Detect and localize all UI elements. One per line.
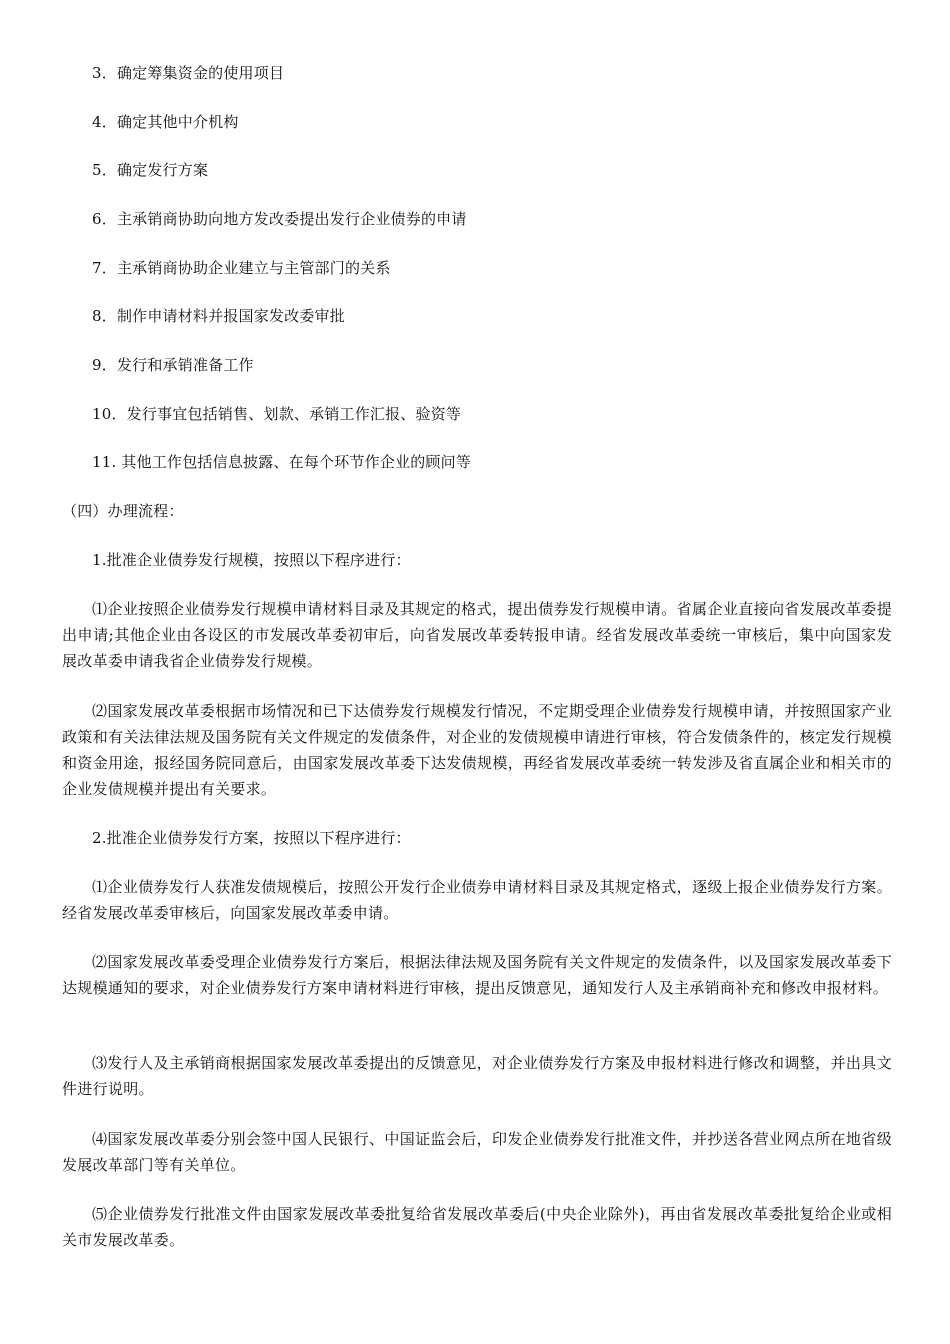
step1-paragraph-2: ⑵国家发展改革委根据市场情况和已下达债券发行规模发行情况，不定期受理企业债券发行规模申请，并按照国家产业政策和有关法律法规及国务院有关文件规定的发债条件，对企业的发债规模申请进行审核，符合发债条件的，核定发行规模和资金用途，报经国务院同意后，由国家发展改革委下达发债规模，再经省发展改革委统一转发涉及省直属企业和相关市的企业发债规模并提出有关要求。: [62, 702, 892, 798]
step2-paragraph-2: ⑵国家发展改革委受理企业债券发行方案后，根据法律法规及国务院有关文件规定的发债条件，以及国家发展改革委下达规模通知的要求，对企业债券发行方案申请材料进行审核，提出反馈意见，通知发行人及主承销商补充和修改申报材料。: [62, 953, 892, 997]
list-item-10: 10．发行事宜包括销售、划款、承销工作汇报、验资等: [92, 405, 462, 423]
step2-heading: 2.批准企业债券发行方案，按照以下程序进行：: [92, 829, 411, 847]
step1-paragraph-1: ⑴企业按照企业债券发行规模申请材料目录及其规定的格式，提出债券发行规模申请。省属企业直接向省发展改革委提出申请;其他企业由各设区的市发展改革委初审后，向省发展改革委转报申请。经省发展改革委统一审核后，集中向国家发展改革委申请我省企业债券发行规模。: [62, 600, 892, 670]
list-item-7: 7．主承销商协助企业建立与主管部门的关系: [92, 259, 391, 277]
list-item-8: 8．制作申请材料并报国家发改委审批: [92, 307, 345, 325]
step2-paragraph-3: ⑶发行人及主承销商根据国家发展改革委提出的反馈意见，对企业债券发行方案及申报材料进行修改和调整，并出具文件进行说明。: [62, 1054, 892, 1098]
list-item-5: 5．确定发行方案: [92, 161, 209, 179]
section-heading: （四）办理流程：: [62, 502, 184, 520]
list-item-11: 11. 其他工作包括信息披露、在每个环节作企业的顾问等: [92, 453, 472, 471]
step2-paragraph-5: ⑸企业债券发行批准文件由国家发展改革委批复给省发展改革委后(中央企业除外)，再由省发展改革委批复给企业或相关市发展改革委。: [62, 1205, 892, 1249]
step2-paragraph-1: ⑴企业债券发行人获准发债规模后，按照公开发行企业债券申请材料目录及其规定格式，逐级上报企业债券发行方案。经省发展改革委审核后，向国家发展改革委申请。: [62, 878, 892, 922]
list-item-9: 9．发行和承销准备工作: [92, 356, 254, 374]
step2-paragraph-4: ⑷国家发展改革委分别会签中国人民银行、中国证监会后，印发企业债券发行批准文件，并抄送各营业网点所在地省级发展改革部门等有关单位。: [62, 1130, 892, 1174]
list-item-4: 4．确定其他中介机构: [92, 113, 239, 131]
list-item-3: 3．确定筹集资金的使用项目: [92, 64, 285, 82]
list-item-6: 6．主承销商协助向地方发改委提出发行企业债券的申请: [92, 210, 467, 228]
step1-heading: 1.批准企业债券发行规模，按照以下程序进行：: [92, 551, 411, 569]
